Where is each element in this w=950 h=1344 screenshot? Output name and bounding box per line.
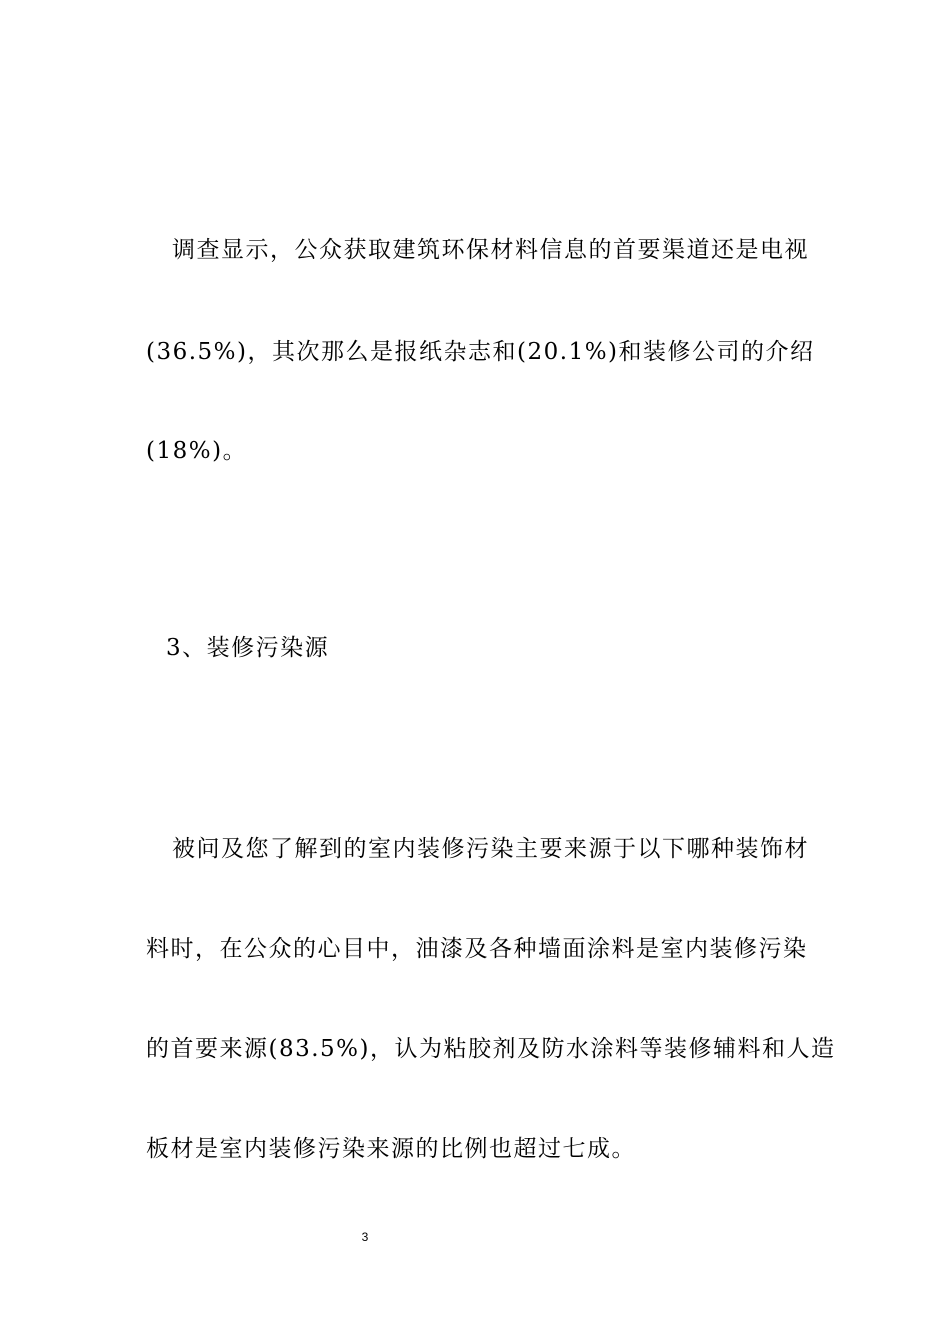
section-heading: 3、装修污染源 <box>166 635 330 661</box>
paragraph-1-line-1: 调查显示，公众获取建筑环保材料信息的首要渠道还是电视 <box>172 237 809 263</box>
paragraph-2-line-3: 的首要来源(83.5%)，认为粘胶剂及防水涂料等装修辅料和人造 <box>146 1036 836 1062</box>
paragraph-1-line-2: (36.5%)，其次那么是报纸杂志和(20.1%)和装修公司的介绍 <box>146 339 815 365</box>
paragraph-2-line-4: 板材是室内装修污染来源的比例也超过七成。 <box>146 1136 636 1162</box>
paragraph-2-line-2: 料时，在公众的心目中，油漆及各种墙面涂料是室内装修污染 <box>146 936 808 962</box>
paragraph-1-line-3: (18%)。 <box>146 438 248 464</box>
page-number: 3 <box>361 1230 369 1244</box>
paragraph-2-line-1: 被问及您了解到的室内装修污染主要来源于以下哪种装饰材 <box>172 836 809 862</box>
